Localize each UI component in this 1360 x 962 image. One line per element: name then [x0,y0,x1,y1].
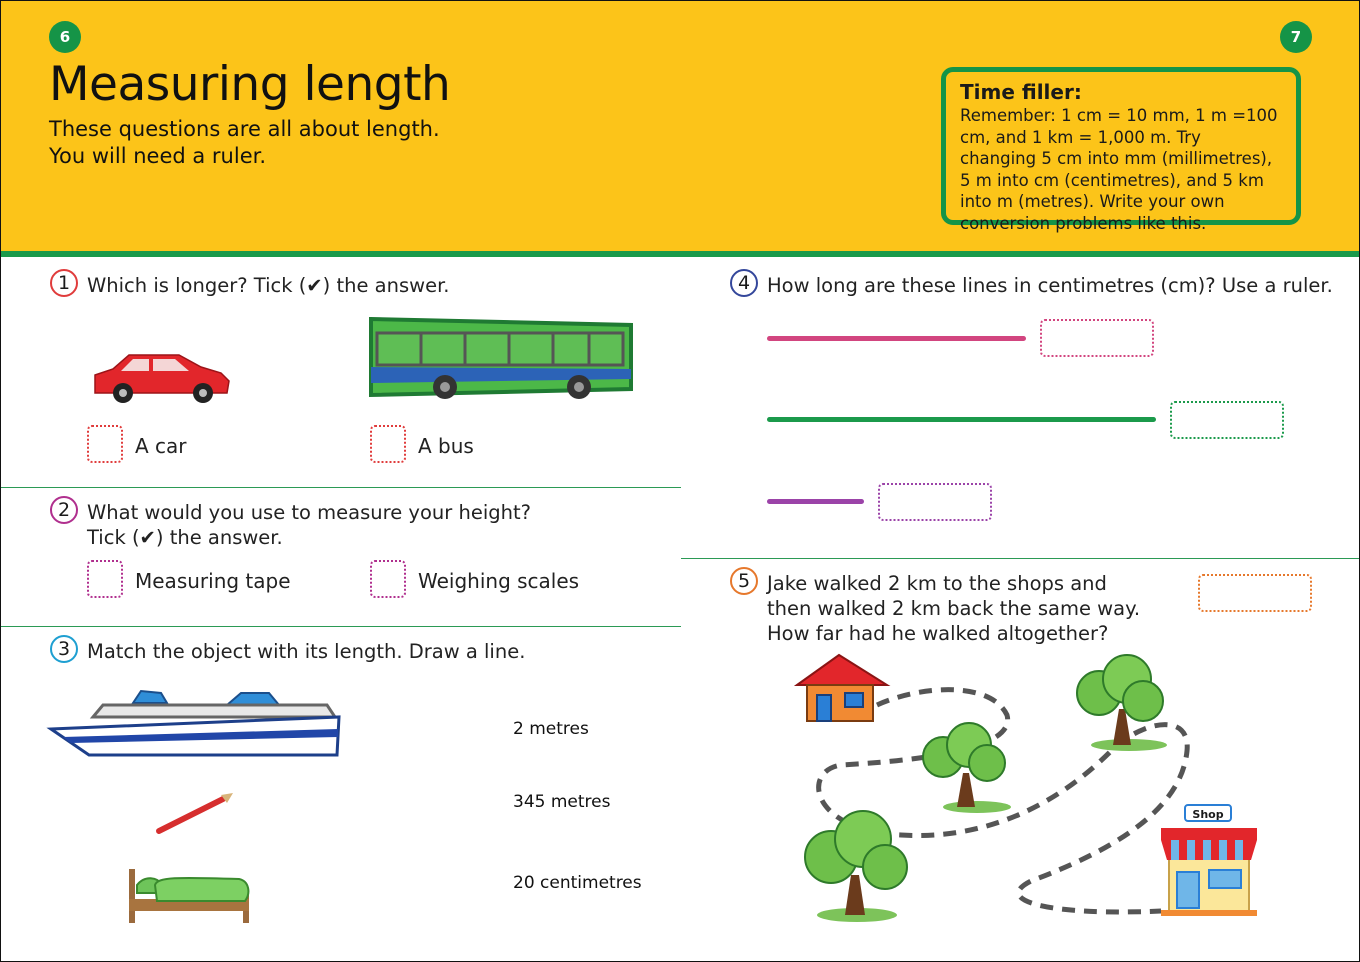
question-4-text: How long are these lines in centimetres (cm)? Use a ruler. [767,274,1333,297]
subtitle-line-2: You will need a ruler. [49,144,267,168]
divider-q1-q2 [1,487,681,488]
question-3-text: Match the object with its length. Draw a line. [87,640,526,663]
page-subtitle [49,116,440,170]
measure-line-green [767,417,1156,422]
measure-line-purple [767,499,864,504]
car-illustration [89,351,234,407]
length-label-3: 20 centimetres [513,873,642,893]
tree-icon [1069,653,1169,753]
answer-box-green-line[interactable] [1170,401,1284,439]
question-2-text [87,500,531,550]
divider-q4-q5 [681,558,1359,559]
question-1-text: Which is longer? Tick (✔) the answer. [87,274,450,297]
bus-illustration [365,317,635,403]
tick-box-measuring-tape[interactable] [87,560,123,598]
question-2-line-2: Tick (✔) the answer. [87,526,283,549]
length-label-1: 2 metres [513,719,589,739]
question-5-text [767,571,1140,646]
shop-icon [1159,804,1259,916]
answer-box-pink-line[interactable] [1040,319,1154,357]
option-car-label: A car [135,434,187,458]
page-title: Measuring length [49,57,451,112]
bed-illustration [127,861,253,923]
page-number-right: 7 [1280,21,1312,53]
question-5-line-1: Jake walked 2 km to the shops and [767,572,1107,595]
option-weighing-scales-label: Weighing scales [418,569,580,593]
tree-icon [917,717,1017,817]
tree-icon [801,809,921,925]
time-filler-box [941,67,1301,233]
subtitle-line-1: These questions are all about length. [49,117,440,141]
measure-line-pink [767,336,1026,341]
tick-box-car[interactable] [87,425,123,463]
pencil-illustration [155,791,235,835]
question-4-number: 4 [730,269,758,297]
answer-box-purple-line[interactable] [878,483,992,521]
tick-box-bus[interactable] [370,425,406,463]
tick-box-weighing-scales[interactable] [370,560,406,598]
option-bus-label: A bus [418,434,474,458]
question-5-line-2: then walked 2 km back the same way. [767,597,1141,620]
shop-sign: Shop [1184,804,1232,822]
time-filler-heading: Time filler: [960,80,1082,104]
header-banner [1,1,1359,257]
question-3-number: 3 [50,635,78,663]
divider-q2-q3 [1,626,681,627]
option-measuring-tape-label: Measuring tape [135,569,291,593]
shop-building [1159,824,1259,916]
answer-box-q5[interactable] [1198,574,1312,612]
length-label-2: 345 metres [513,792,611,812]
page-number-left: 6 [49,21,81,53]
question-2-number: 2 [50,496,78,524]
question-1-number: 1 [50,269,78,297]
time-filler-body: Remember: 1 cm = 10 mm, 1 m =100 cm, and 1 km = 1,000 m. Try changing 5 cm into mm (millimetres), 5 m into cm (centimetres), and 5 km into m (metres). Write your own conversion problems like this. [960,106,1278,233]
house-icon [795,653,889,723]
ship-illustration [49,689,343,759]
question-5-number: 5 [730,567,758,595]
question-5-line-3: How far had he walked altogether? [767,622,1109,645]
question-2-line-1: What would you use to measure your height? [87,501,531,524]
